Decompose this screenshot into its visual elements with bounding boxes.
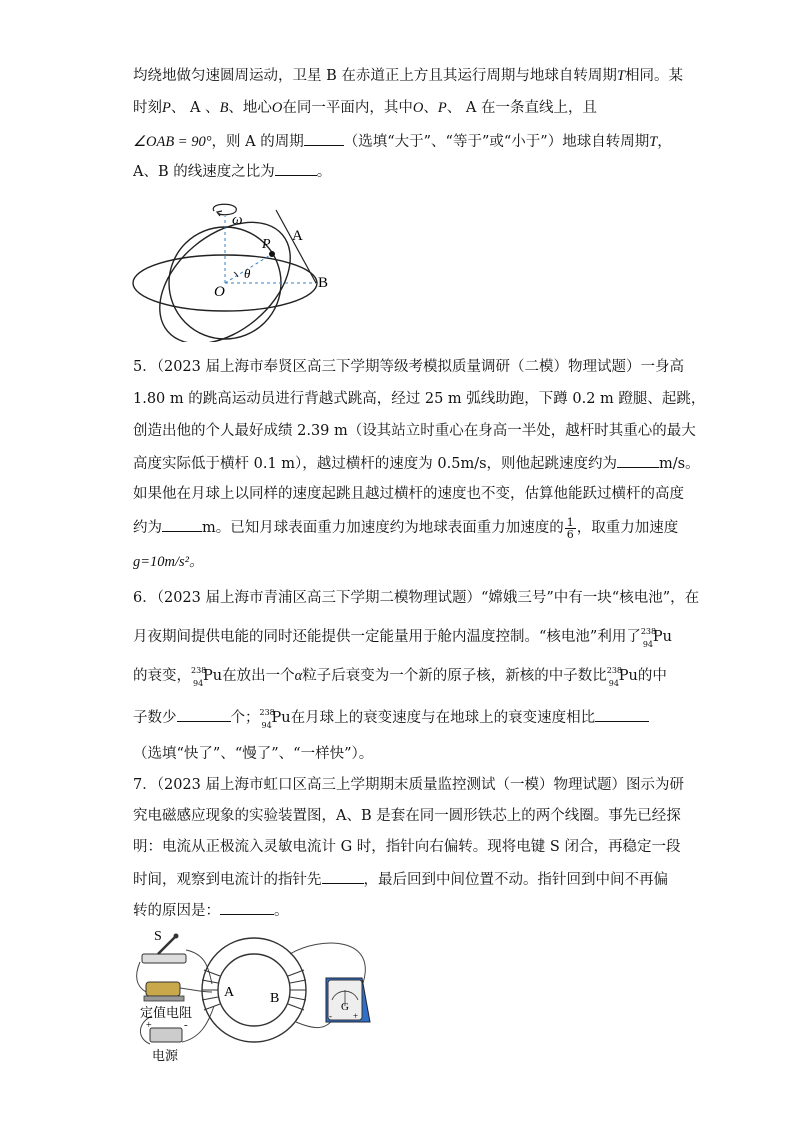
q4-line-2: 时刻P、 A 、B、地心O在同一平面内，其中O、P、 A 在一条直线上，且: [133, 100, 597, 116]
coil-b: [288, 970, 306, 1010]
label-o: O: [214, 284, 225, 300]
q5-line-7: g=10m/s²。: [133, 554, 204, 570]
q5-line-3: 创造出他的个人最好成绩 2.39 m（设其站立时重心在身高一半处，越杆时其重心的最大: [133, 423, 696, 439]
q5-blank-speed[interactable]: [617, 452, 659, 468]
label-b: B: [318, 275, 329, 291]
label-p: P: [262, 237, 271, 252]
switch-base: [142, 954, 186, 963]
q6-blank-neutrons[interactable]: [177, 706, 231, 722]
q5-blank-height[interactable]: [162, 516, 202, 532]
q4-line-4: A、B 的线速度之比为 。: [133, 160, 331, 182]
svg-text:+: +: [146, 1020, 152, 1031]
q5-line-1: 5．（2023 届上海市奉贤区高三下学期等级考模拟质量调研（二模）物理试题）一身高: [133, 359, 684, 375]
svg-text:-: -: [184, 1019, 188, 1031]
q6-line-4: 子数少 个； 238 94 Pu在月球上的衰变速度与在地球上的衰变速度相比: [133, 706, 649, 728]
q5-line-2: 1.80 m 的跳高运动员进行背越式跳高，经过 25 m 弧线助跑，下蹲 0.2 m 蹬腿、起跳，: [133, 391, 706, 407]
svg-text:-: -: [329, 1011, 332, 1021]
label-omega: ω: [232, 212, 243, 228]
induction-apparatus-figure: [130, 926, 386, 1066]
q5-line-5: 如果他在月球上以同样的速度起跳且越过横杆的速度也不变，估算他能跃过横杆的高度: [133, 486, 684, 502]
coil-a: [202, 970, 220, 1010]
q5-line-6: 约为 m。已知月球表面重力加速度约为地球表面重力加速度的 $\frac{1}{6}$ ，取重力加速度: [133, 515, 679, 541]
q7-line-2: 究电磁感应现象的实验装置图，A、B 是套在同一圆形铁芯上的两个线圈。事先已经探: [133, 808, 681, 824]
q7-blank-deflection[interactable]: [322, 868, 364, 884]
label-a: A: [292, 228, 303, 244]
label-g: G: [341, 1001, 349, 1013]
label-source: 电源: [152, 1048, 179, 1063]
q4-blank-ratio[interactable]: [275, 160, 317, 176]
q7-line-4: 时间，观察到电流计的指针先 ，最后回到中间位置不动。指针回到中间不再偏: [133, 868, 668, 890]
svg-text:+: +: [353, 1011, 359, 1021]
q6-line-5: （选填“快了”、“慢了”、“一样快”）。: [133, 746, 374, 762]
label-coil-b: B: [270, 991, 280, 1006]
q5-line-4: 高度实际低于横杆 0.1 m），越过横杆的速度为 0.5m/s，则他起跳速度约为 m/s。: [133, 452, 700, 474]
q7-line-5: 转的原因是： 。: [133, 899, 289, 921]
battery: [150, 1028, 182, 1042]
label-s: S: [154, 929, 162, 944]
label-resistor: 定值电阻: [140, 1005, 193, 1020]
q4-line-3: ∠OAB = 90°，则 A 的周期 （选填“大于”、“等于”或“小于”）地球自转周期T，: [133, 130, 672, 152]
q7-line-3: 明：电流从正极流入灵敏电流计 G 时，指针向右偏转。现将电键 S 闭合，再稳定一段: [133, 839, 681, 855]
q6-line-1: 6．（2023 届上海市青浦区高三下学期二模物理试题）“嫦娥三号”中有一块“核电池”，在: [133, 590, 700, 606]
q6-line-2: 月夜期间提供电能的同时还能提供一定能量用于舱内温度控制。“核电池”利用了 238 94 Pu: [133, 627, 672, 649]
q4-blank-period[interactable]: [304, 130, 344, 146]
tangent-line: [276, 210, 316, 283]
q6-blank-decay-rate[interactable]: [595, 706, 649, 722]
wire: [137, 962, 146, 992]
fraction-one-sixth: $\frac{1}{6}$: [566, 515, 574, 541]
orbit-figure: [128, 196, 348, 342]
label-theta: θ: [244, 266, 251, 281]
resistor-body: [146, 982, 180, 996]
q7-line-1: 7．（2023 届上海市虹口区高三上学期期末质量监控测试（一模）物理试题）图示为研: [133, 777, 684, 793]
q4-line-1: 均绕地做匀速圆周运动，卫星 B 在赤道正上方且其运行周期与地球自转周期T相同。某: [133, 68, 683, 84]
pu-nuclide: 238 94: [640, 627, 657, 649]
q6-line-3: 的衰变， 238 94 Pu在放出一个α粒子后衰变为一个新的原子核，新核的中子数比 238 94 Pu的中: [133, 666, 667, 688]
label-coil-a: A: [224, 985, 235, 1000]
q7-blank-reason[interactable]: [220, 899, 274, 915]
